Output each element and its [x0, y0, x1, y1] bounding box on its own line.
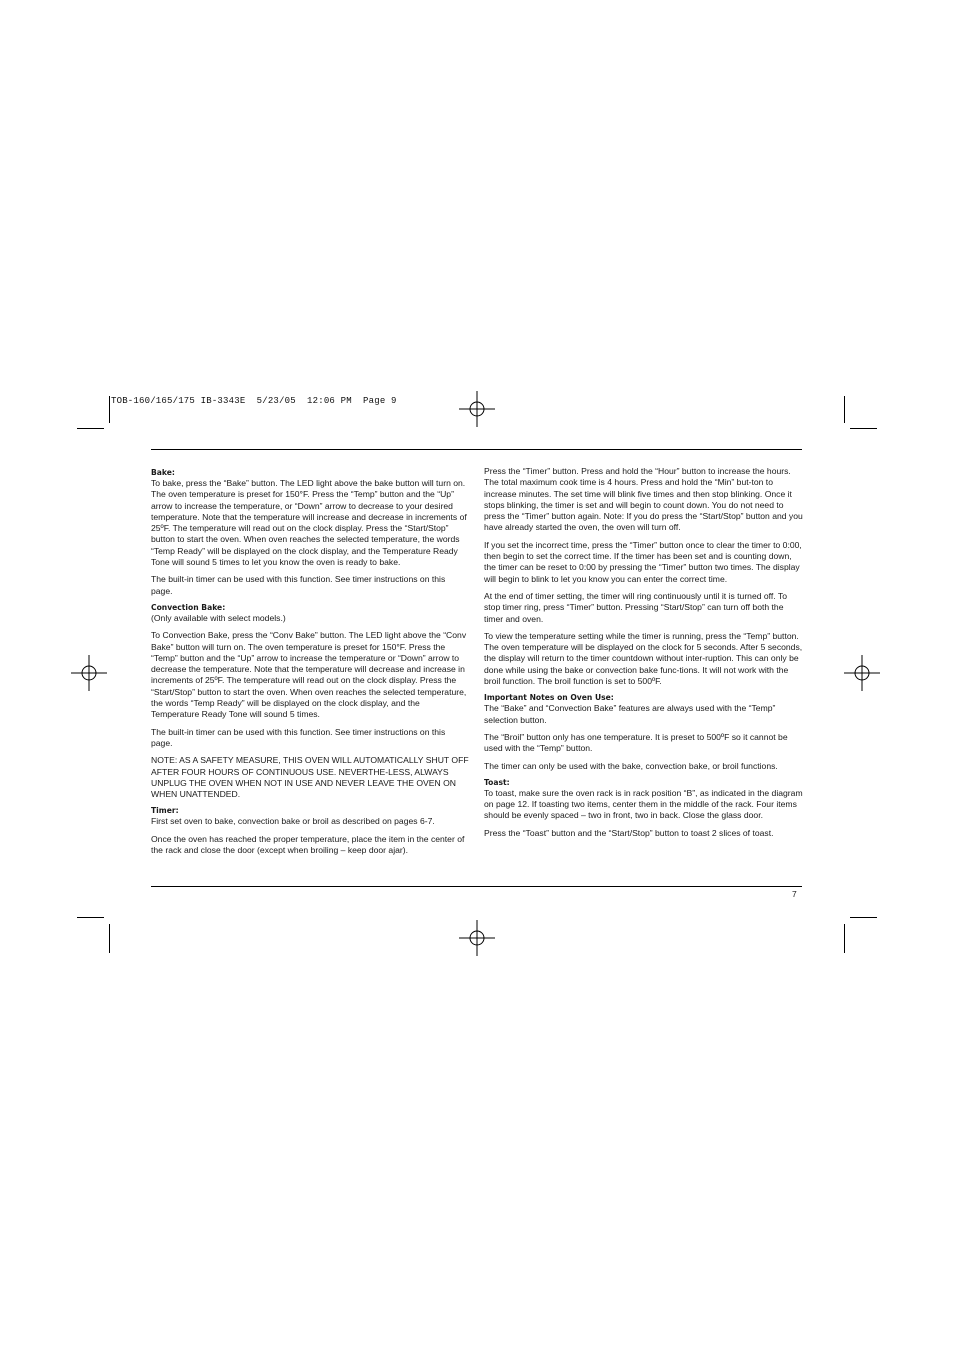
convection-bake-heading: Convection Bake:: [151, 602, 226, 612]
convection-paragraph-1: (Only available with select models.): [151, 612, 286, 623]
bake-heading: Bake:: [151, 468, 175, 477]
registration-mark-top: [459, 391, 495, 427]
registration-mark-right: [844, 655, 880, 691]
crop-mark-top-left-v: [109, 396, 110, 423]
timer-paragraph-6: To view the temperature setting while the timer is running, press the “Temp” button. The oven temperature will be displayed on the clock for 5 seconds. After 5 seconds, the display will return to the timer countdown without inter-ruption. This can only be done while using the bake or convection bake func-tions. It will not work with the broil function. The broil function is set to 500ºF.: [484, 630, 803, 687]
timer-paragraph-5: At the end of timer setting, the timer will ring continuously until it is turned off. To stop timer ring, press “Timer” button. Pressing “Start/Stop” can turn off both the timer and oven.: [484, 590, 788, 624]
bake-paragraph-1: To bake, press the “Bake” button. The LED light above the bake button will turn on. The oven temperature is preset for 150°F. Press the “Temp” button and the “Up” arrow to increase the temperature, or “Down” arrow to decrease to your desired temperature. Note that the temperature will increase and decrease in increments of 25ºF. The temperature will read out on the clock display. Press the “Start/Stop” button to start the oven. When oven reaches the selected temperature, the words “Temp Ready” will be displayed on the clock display, and the Temperature Ready Tone will sound 5 times to let you know the oven is ready to bake.: [151, 478, 467, 568]
right-column: [484, 466, 804, 845]
convection-paragraph-2: To Convection Bake, press the “Conv Bake” button. The LED light above the “Conv Bake” button will turn on. The oven temperature is preset for 150°F. Press the “Temp” button and the “Up” arrow to increase the temperature or “Down” arrow to decrease the temperature. Note that the temperature will decrease and increase in increments of 25ºF. The temperature will read out on the clock display. Press the “Start/Stop” button to start the oven. When oven reaches the selected temperature, the words “Temp Ready” will be displayed on the clock display, and the Temperature Ready Tone will sound 5 times.: [151, 630, 467, 720]
toast-heading: Toast:: [484, 777, 510, 787]
timer-paragraph-1: First set oven to bake, convection bake or broil as described on pages 6-7.: [151, 816, 435, 827]
header-rule: [151, 449, 802, 450]
oven-notes-paragraph-3: The timer can only be used with the bake, convection bake, or broil functions.: [484, 760, 778, 771]
print-slug: TOB-160/165/175 IB-3343E 5/23/05 12:06 PM Page 9: [111, 396, 397, 406]
crop-mark-bottom-left-h: [77, 917, 104, 918]
crop-mark-bottom-right-v: [844, 924, 845, 953]
safety-note: NOTE: AS A SAFETY MEASURE, THIS OVEN WILL AUTOMATICALLY SHUT OFF AFTER FOUR HOURS OF CONTINUOUS USE. NEVERTHE-LESS, ALWAYS UNPLUG THE OVEN WHEN NOT IN USE AND NEVER LEAVE THE OVEN ON WHEN UNATTENDED.: [151, 755, 469, 800]
toast-paragraph-1: To toast, make sure the oven rack is in rack position “B”, as indicated in the diagram on page 12. If toasting two items, center them in the middle of the rack. Four items should be evenly spaced – two in front, two in back. Close the glass door.: [484, 787, 803, 821]
convection-paragraph-3: The built-in timer can be used with this function. See timer instructions on this page.: [151, 726, 446, 748]
timer-paragraph-2: Once the oven has reached the proper temperature, place the item in the center of the rack and close the door (except when broiling – keep door ajar).: [151, 833, 465, 856]
crop-mark-bottom-right-h: [850, 917, 877, 918]
toast-paragraph-2: Press the “Toast” button and the “Start/Stop” button to toast 2 slices of toast.: [484, 827, 774, 838]
registration-mark-left: [71, 655, 107, 691]
timer-heading: Timer:: [151, 806, 179, 816]
crop-mark-top-right-v: [844, 396, 845, 423]
footer-rule: [151, 886, 802, 887]
left-column: [151, 466, 469, 862]
crop-mark-bottom-left-v: [109, 924, 110, 953]
bake-paragraph-2: The built-in timer can be used with this function. See timer instructions on this page.: [151, 574, 446, 596]
timer-paragraph-3: Press the “Timer” button. Press and hold the “Hour” button to increase the hours. The total maximum cook time is 4 hours. Press and hold the “Min” but-ton to increase minutes. The set time will blink five times and then stop blinking. Once it stops blinking, the timer is set and will begin to count down. You do not need to press the “Timer” button again. Note: If you do press the “Start/Stop” button and you have already started the oven, the oven will turn off.: [484, 466, 803, 533]
crop-mark-top-left-h: [77, 428, 104, 429]
oven-notes-heading: Important Notes on Oven Use:: [484, 693, 614, 703]
oven-notes-paragraph-2: The “Broil” button only has one temperature. It is preset to 500ºF so it cannot be used with the “Temp” button.: [484, 731, 788, 754]
crop-mark-top-right-h: [850, 428, 877, 429]
page-number: 7: [792, 889, 797, 899]
timer-paragraph-4: If you set the incorrect time, press the “Timer” button once to clear the timer to 0:00, then begin to set the correct time. If the timer has been set and is counting down, the timer can be reset to 0:00 by pressing the “Timer” button two times. The display will begin to blink to let you know you can enter the correct time.: [484, 539, 802, 584]
oven-notes-paragraph-1: The “Bake” and “Convection Bake” features are always used with the “Temp” selection button.: [484, 703, 776, 725]
registration-mark-bottom: [459, 920, 495, 956]
